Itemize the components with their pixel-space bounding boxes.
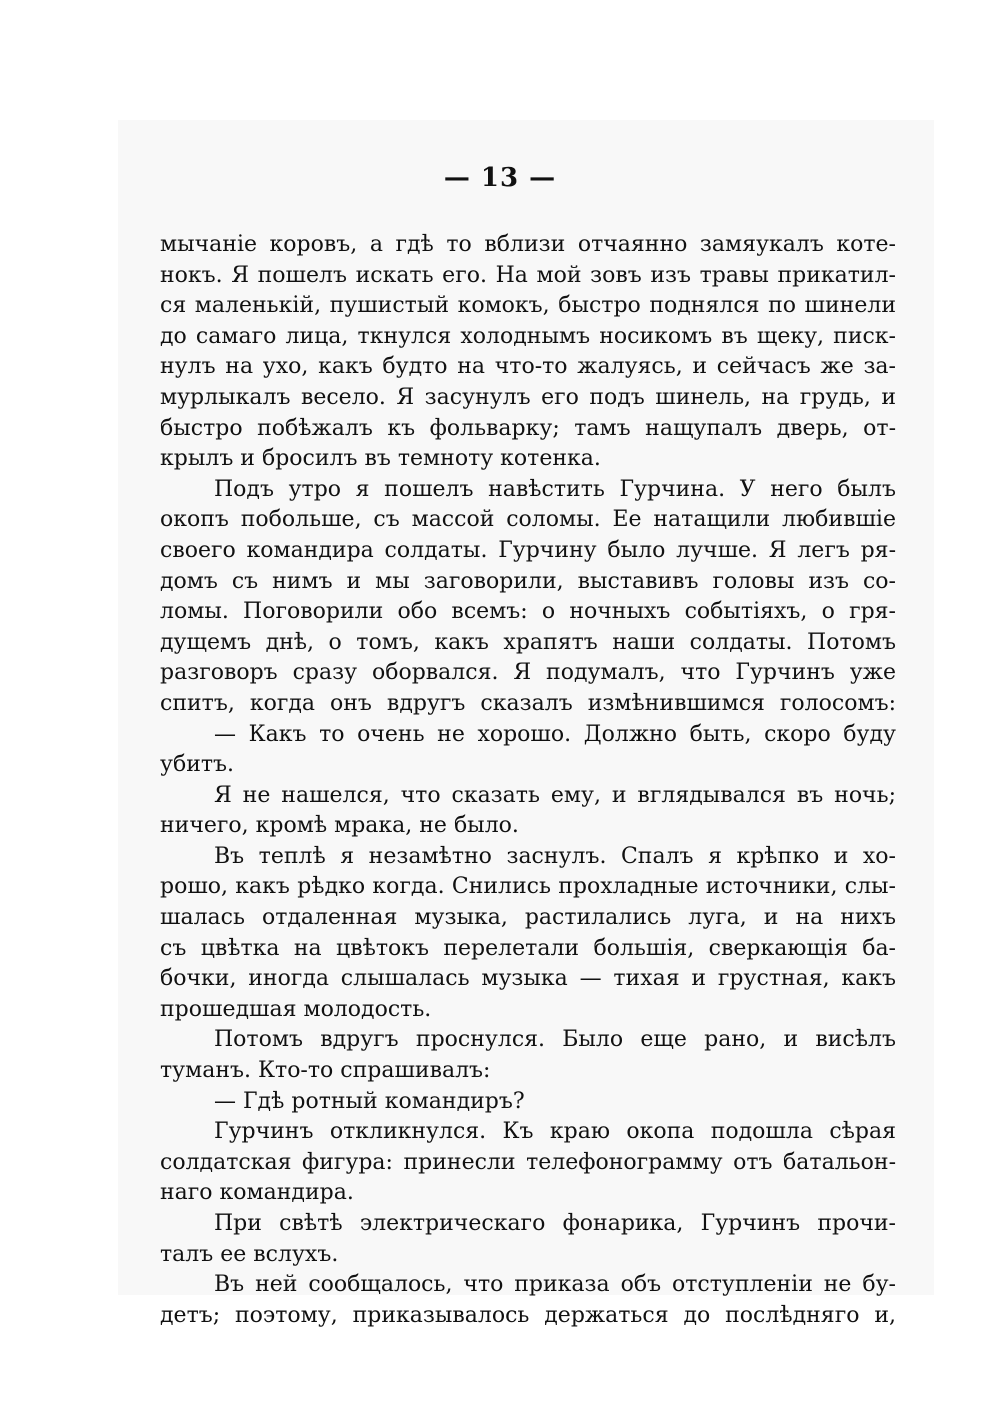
text-line: — Гдѣ ротный командиръ? — [214, 1088, 525, 1114]
text-line: Въ теплѣ я незамѣтно заснулъ. Спалъ я крѣпко и хо- — [214, 843, 896, 869]
text-line: детъ; поэтому, приказывалось держаться до послѣдняго и, — [160, 1302, 896, 1328]
text-line: спитъ, когда онъ вдругъ сказалъ измѣнившимся голосомъ: — [160, 690, 896, 716]
text-line: Я не нашелся, что сказать ему, и вглядывался въ ночь; — [214, 782, 896, 808]
text-line: крылъ и бросилъ въ темноту котенка. — [160, 446, 601, 472]
text-line: шалась отдаленная музыка, растилались луга, и на нихъ — [160, 905, 896, 931]
text-line: съ цвѣтка на цвѣтокъ перелетали большія, сверкающія ба- — [160, 935, 896, 961]
text-line: Потомъ вдругъ проснулся. Было еще рано, и висѣлъ — [214, 1027, 896, 1053]
text-line: При свѣтѣ электрическаго фонарика, Гурчинъ прочи- — [214, 1211, 896, 1236]
text-line: мычаніе коровъ, а гдѣ то вблизи отчаянно замяукалъ коте- — [160, 232, 896, 257]
text-line: бочки, иногда слышалась музыка — тихая и грустная, какъ — [160, 966, 896, 992]
text-line: Подъ утро я пошелъ навѣстить Гурчина. У него былъ — [214, 476, 896, 502]
text-line: дущемъ днѣ, о томъ, какъ храпятъ наши солдаты. Потомъ — [160, 629, 896, 655]
text-line: туманъ. Кто-то спрашивалъ: — [160, 1058, 491, 1084]
text-line: ничего, кромѣ мрака, не было. — [160, 813, 519, 839]
text-line: нокъ. Я пошелъ искать его. На мой зовъ изъ травы прикатил- — [160, 262, 896, 288]
text-line: Въ ней сообщалось, что приказа объ отступленіи не бу- — [214, 1272, 896, 1298]
text-line: мурлыкалъ весело. Я засунулъ его подъ шинель, на грудь, и — [160, 384, 896, 410]
text-line: до самаго лица, ткнулся холоднымъ носикомъ въ щеку, писк- — [160, 323, 896, 349]
text-line: нулъ на ухо, какъ будто на что-то жалуясь, и сейчасъ же за- — [160, 354, 896, 380]
text-line: убитъ. — [160, 752, 235, 778]
text-line: Гурчинъ откликнулся. Къ краю окопа подошла сѣрая — [214, 1119, 896, 1145]
text-line: разговоръ сразу оборвался. Я подумалъ, что Гурчинъ уже — [160, 660, 896, 686]
text-line: талъ ее вслухъ. — [160, 1241, 339, 1267]
text-line: — Какъ то очень не хорошо. Должно быть, скоро буду — [214, 721, 896, 747]
text-line: рошо, какъ рѣдко когда. Снились прохладные источники, слы- — [160, 874, 896, 900]
page-number: — 13 — — [443, 163, 557, 193]
text-line: ся маленькій, пушистый комокъ, быстро поднялся по шинели — [160, 293, 896, 319]
body-text — [160, 230, 896, 1331]
text-line: прошедшая молодость. — [160, 996, 432, 1022]
text-line: солдатская фигура: принесли телефонограмму отъ батальон- — [160, 1149, 896, 1175]
text-line: своего командира солдаты. Гурчину было лучше. Я легъ ря- — [160, 537, 896, 563]
text-line: ломы. Поговорили обо всемъ: о ночныхъ событіяхъ, о гря- — [160, 599, 896, 625]
text-line: домъ съ нимъ и мы заговорили, выставивъ головы изъ со- — [160, 568, 896, 594]
text-line: окопъ побольше, съ массой соломы. Ее натащили любившіе — [160, 507, 896, 533]
text-line: наго командира. — [160, 1180, 354, 1206]
text-line: быстро побѣжалъ къ фольварку; тамъ нащупалъ дверь, от- — [160, 415, 896, 441]
